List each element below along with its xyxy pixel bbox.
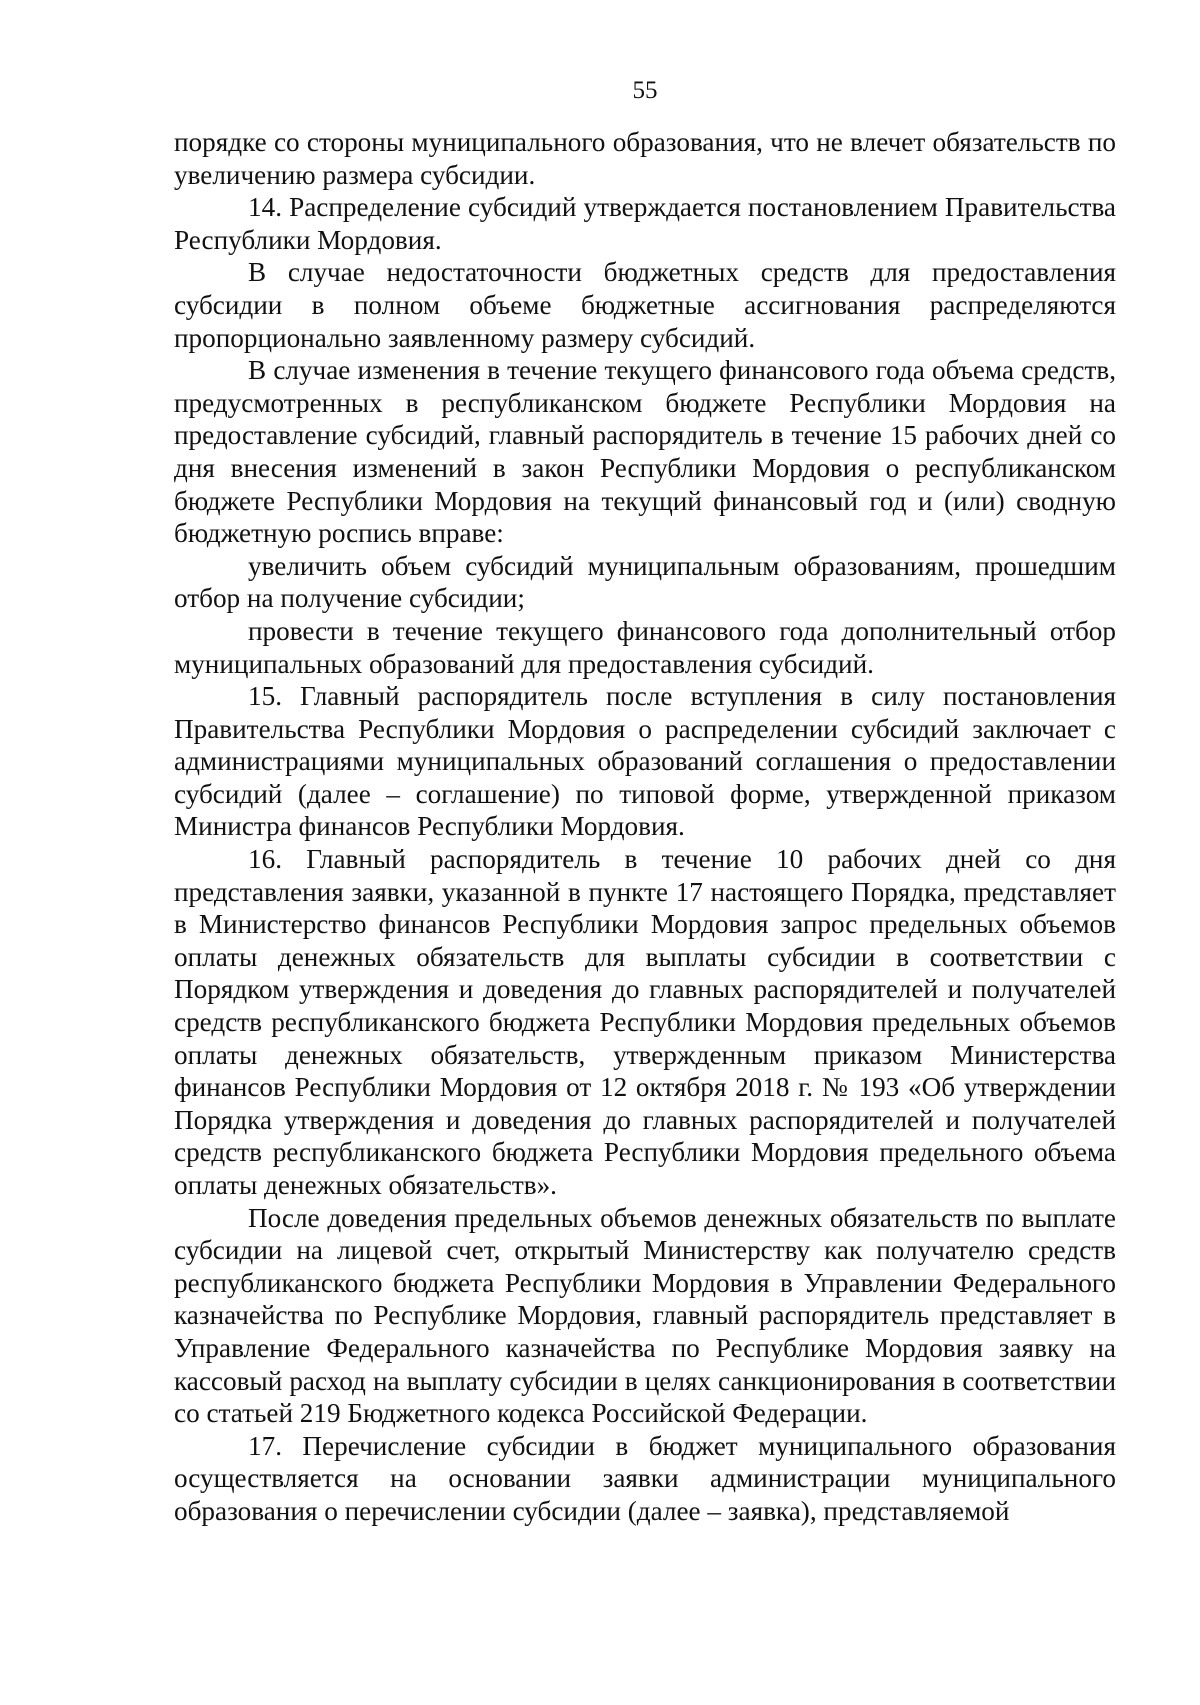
- page-number: 55: [632, 77, 658, 104]
- paragraph-treasury-request: После доведения предельных объемов денежных обязательств по выплате субсидии на лицевой счет, открытый Министерству как получателю средств республиканского бюджета Республики Мордовия в Управлении Федерального казначейства по Республике Мордовия, главный распорядитель представляет в Управление Федерального казначейства по Республике Мордовия заявку на кассовый расход на выплату субсидии в целях санкционирования в соответствии со статьей 219 Бюджетного кодекса Российской Федерации.: [174, 1202, 1116, 1429]
- paragraph-budget-change: В случае изменения в течение текущего финансового года объема средств, предусмотренных в республиканском бюджете Республики Мордовия на предоставление субсидий, главный распорядитель в течение 15 рабочих дней со дня внесения изменений в закон Республики Мордовия о республиканском бюджете Республики Мордовия на текущий финансовый год и (или) сводную бюджетную роспись вправе:: [174, 355, 1116, 549]
- paragraph-item-17: 17. Перечисление субсидии в бюджет муниципального образования осуществляется на основании заявки администрации муниципального образования о перечислении субсидии (далее – заявка), представляемой: [174, 1430, 1116, 1526]
- paragraph-item-16: 16. Главный распорядитель в течение 10 рабочих дней со дня представления заявки, указанной в пункте 17 настоящего Порядка, представляет в Министерство финансов Республики Мордовия запрос предельных объемов оплаты денежных обязательств для выплаты субсидии в соответствии с Порядком утверждения и доведения до главных распорядителей и получателей средств республиканского бюджета Республики Мордовия предельных объемов оплаты денежных обязательств, утвержденным приказом Министерства финансов Республики Мордовия от 12 октября 2018 г. № 193 «Об утверждении Порядка утверждения и доведения до главных распорядителей и получателей средств республиканского бюджета Республики Мордовия предельного объема оплаты денежных обязательств».: [174, 844, 1116, 1200]
- paragraph-increase-subsidies: увеличить объем субсидий муниципальным образованиям, прошедшим отбор на получение субсидии;: [174, 550, 1116, 614]
- paragraph-item-14: 14. Распределение субсидий утверждается постановлением Правительства Республики Мордовия.: [174, 192, 1116, 255]
- paragraph-additional-selection: провести в течение текущего финансового года дополнительный отбор муниципальных образований для предоставления субсидий.: [174, 615, 1116, 679]
- paragraph-item-15: 15. Главный распорядитель после вступления в силу постановления Правительства Республики Мордовия о распределении субсидий заключает с администрациями муниципальных образований соглашения о предоставлении субсидий (далее – соглашение) по типовой форме, утвержденной приказом Министра финансов Республики Мордовия.: [174, 681, 1116, 842]
- paragraph-insufficient-funds: В случае недостаточности бюджетных средств для предоставления субсидии в полном объеме бюджетные ассигнования распределяются пропорционально заявленному размеру субсидий.: [174, 257, 1116, 353]
- paragraph-continuation: порядке со стороны муниципального образования, что не влечет обязательств по увеличению размера субсидии.: [174, 127, 1116, 190]
- document-body: [174, 126, 1116, 1528]
